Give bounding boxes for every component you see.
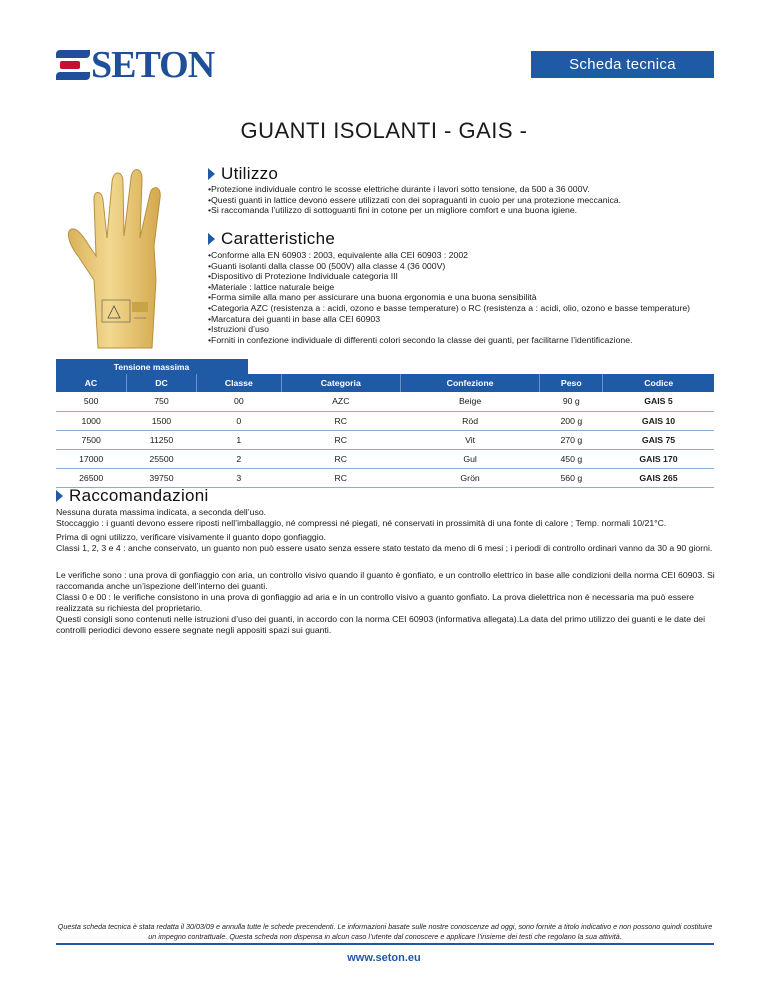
- table-cell: RC: [281, 411, 401, 430]
- section-heading-label: Utilizzo: [221, 164, 279, 183]
- column-header: DC: [126, 374, 196, 392]
- table-cell: 25500: [126, 450, 196, 469]
- list-item: • Forniti in confezione individuale di differenti colori secondo la classe dei guanti, per facilitarne l’identificazione.: [208, 335, 690, 346]
- table-cell: Röd: [401, 411, 540, 430]
- table-header-row: [56, 374, 714, 392]
- table-cell: RC: [281, 469, 401, 488]
- table-cell: 1000: [56, 411, 126, 430]
- paragraph: Classi 0 e 00 : le verifiche consistono in una prova di gonfiaggio ad aria e in un controllo visivo a guanto gonfiato. La prova dielettrica non è necessaria ma può essere realizzata su richiesta del proprietario.: [56, 592, 694, 613]
- table-cell: AZC: [281, 392, 401, 411]
- list-item: • Protezione individuale contro le scosse elettriche durante i lavori sotto tensione, da 500 a 36 000V.: [208, 184, 621, 195]
- logo-text: SETON: [91, 44, 215, 86]
- spec-table: [56, 374, 714, 488]
- table-cell: Vit: [401, 430, 540, 449]
- list-item: • Forma simile alla mano per assicurare una buona ergonomia e una buona sensibilità: [208, 292, 690, 303]
- table-cell: 750: [126, 392, 196, 411]
- triangle-bullet-icon: [56, 490, 63, 502]
- table-cell: 39750: [126, 469, 196, 488]
- table-row: [56, 392, 714, 411]
- table-row: [56, 411, 714, 430]
- paragraph: Questi consigli sono contenuti nelle istruzioni d’uso dei guanti, in accordo con la norma CEI 60903 (informativa allegata).La data del primo utilizzo dei guanti e le date dei controlli periodici devono essere segnate negli appositi spazi sui guanti.: [56, 614, 706, 635]
- paragraph: Prima di ogni utilizzo, verificare visivamente il guanto dopo gonfiaggio.: [56, 532, 326, 542]
- table-group-header: Tensione massima: [56, 359, 247, 374]
- table-cell: Grön: [401, 469, 540, 488]
- section-heading-label: Raccomandazioni: [69, 486, 209, 505]
- table-cell: Gul: [401, 450, 540, 469]
- table-cell: 500: [56, 392, 126, 411]
- document-type-badge: Scheda tecnica: [531, 51, 714, 78]
- section-heading-label: Caratteristiche: [221, 229, 336, 248]
- table-cell: 200 g: [540, 411, 603, 430]
- list-item: • Questi guanti in lattice devono essere utilizzati con dei sopraguanti in cuoio per una protezione meccanica.: [208, 195, 621, 206]
- caratteristiche-list: [208, 250, 690, 345]
- glove-image: [60, 160, 200, 350]
- table-cell: 17000: [56, 450, 126, 469]
- logo-mark-icon: [56, 50, 90, 80]
- product-code-cell: GAIS 5: [603, 392, 714, 411]
- footer-divider: [56, 943, 714, 945]
- triangle-bullet-icon: [208, 233, 215, 245]
- list-item: • Materiale : lattice naturale beige: [208, 282, 690, 293]
- seton-logo: [56, 44, 215, 86]
- list-item: • Guanti isolanti dalla classe 00 (500V) alla classe 4 (36 000V): [208, 261, 690, 272]
- list-item: • Categoria AZC (resistenza a : acidi, ozono e basse temperature) o RC (resistenza a : acidi, olio, ozono e basse temperature): [208, 303, 690, 314]
- section-heading-caratteristiche: [208, 229, 335, 249]
- paragraph: Nessuna durata massima indicata, a seconda dell’uso.: [56, 507, 267, 517]
- table-cell: 90 g: [540, 392, 603, 411]
- list-item: • Marcatura dei guanti in base alla CEI 60903: [208, 314, 690, 325]
- list-item: • Dispositivo di Protezione Individuale categoria III: [208, 271, 690, 282]
- paragraph: Classi 1, 2, 3 e 4 : anche conservato, un guanto non può essere usato senza essere stato testato da meno di 6 mesi ; i periodi di controllo ordinari vanno da 30 a 90 giorni.: [56, 543, 713, 553]
- table-cell: 1: [197, 430, 281, 449]
- table-cell: 560 g: [540, 469, 603, 488]
- footer-disclaimer: Questa scheda tecnica è stata redatta il 30/03/09 e annulla tutte le schede precendenti. Le informazioni basate sulle nostre conoscenze ad oggi, sono fornite a titolo indicativo e non possono quindi costituire un impegno contrattuale. Questa scheda non dispensa in alcun caso l’utente dal conoscere e applicare l’insieme dei testi che regolano la sua attività.: [57, 922, 713, 941]
- section-heading-utilizzo: [208, 164, 278, 184]
- table-row: [56, 450, 714, 469]
- table-cell: 11250: [126, 430, 196, 449]
- table-cell: 2: [197, 450, 281, 469]
- list-item: • Si raccomanda l’utilizzo di sottoguanti fini in cotone per un migliore comfort e una buona igiene.: [208, 205, 621, 216]
- table-cell: 0: [197, 411, 281, 430]
- column-header: Peso: [540, 374, 603, 392]
- paragraph: Stoccaggio : i guanti devono essere riposti nell’imballaggio, né compressi né piegati, né conservati in prossimità di una fonte di calore ; Temp. normali 10/21°C.: [56, 518, 667, 528]
- table-cell: 7500: [56, 430, 126, 449]
- table-cell: 270 g: [540, 430, 603, 449]
- paragraph: Le verifiche sono : una prova di gonfiaggio con aria, un controllo visivo quando il guanto è gonfiato, e un controllo elettrico in base alle condizioni della norma CEI 60903. Si raccomanda anche un’ispezione dell’interno dei guanti.: [56, 570, 715, 591]
- table-cell: RC: [281, 450, 401, 469]
- table-cell: RC: [281, 430, 401, 449]
- product-code-cell: GAIS 170: [603, 450, 714, 469]
- section-heading-raccomandazioni: [56, 486, 209, 506]
- product-code-cell: GAIS 265: [603, 469, 714, 488]
- column-header: AC: [56, 374, 126, 392]
- column-header: Confezione: [401, 374, 540, 392]
- table-cell: 1500: [126, 411, 196, 430]
- triangle-bullet-icon: [208, 168, 215, 180]
- list-item: • Istruzioni d’uso: [208, 324, 690, 335]
- table-row: [56, 430, 714, 449]
- table-cell: 450 g: [540, 450, 603, 469]
- table-cell: Beige: [401, 392, 540, 411]
- product-code-cell: GAIS 75: [603, 430, 714, 449]
- column-header: Categoria: [281, 374, 401, 392]
- column-header: Codice: [603, 374, 714, 392]
- page-title: GUANTI ISOLANTI - GAIS -: [240, 118, 528, 143]
- column-header: Classe: [197, 374, 281, 392]
- utilizzo-list: [208, 184, 621, 216]
- table-cell: 3: [197, 469, 281, 488]
- product-code-cell: GAIS 10: [603, 411, 714, 430]
- list-item: • Conforme alla EN 60903 : 2003, equivalente alla CEI 60903 : 2002: [208, 250, 690, 261]
- table-cell: 00: [197, 392, 281, 411]
- footer-website-link[interactable]: www.seton.eu: [347, 952, 421, 964]
- table-cell: 26500: [56, 469, 126, 488]
